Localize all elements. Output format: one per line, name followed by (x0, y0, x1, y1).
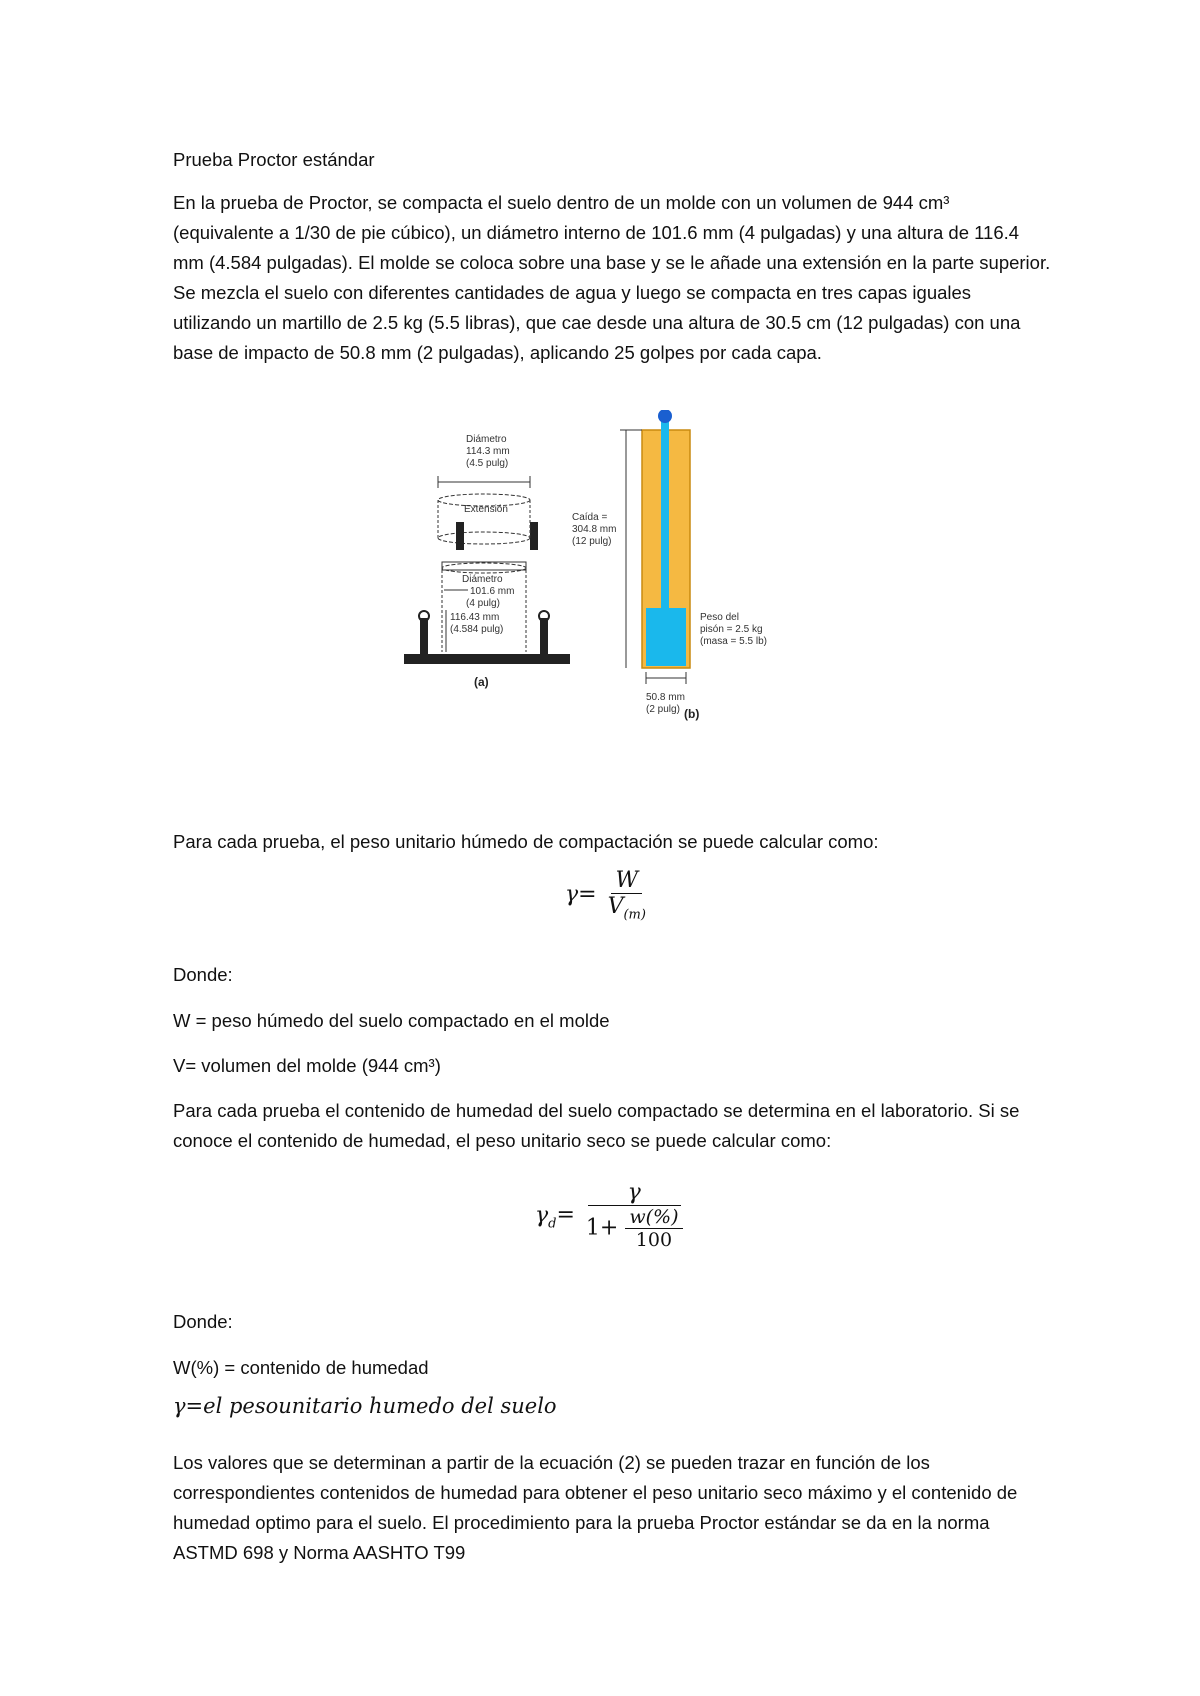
fig-a-diam-top-2: 114.3 mm (466, 446, 510, 457)
equation-dry-unit-weight: $\gamma_d=$ γ 1+ $\frac{w(\%)}{100}$ (535, 1180, 687, 1251)
fig-b-drop-2: 304.8 mm (572, 524, 617, 535)
eq1-fraction (604, 868, 650, 922)
conclusion-paragraph: Los valores que se determinan a partir de la ecuación (2) se pueden trazar en función de los correspondientes contenidos de humedad para obtener el peso unitario seco máximo y el contenido de humedad optimo para el suelo. El procedimiento para la prueba Proctor estándar se da en la norma ASTMD 698 y Norma AASHTO T99 (173, 1452, 1018, 1563)
fig-b-weight-1: Peso del (700, 612, 739, 623)
fig-a-diam-top-1: Diámetro (466, 434, 507, 445)
fig-a-diam-in-1: Diámetro (462, 574, 503, 585)
fig-b-label: (b) (684, 707, 700, 721)
eq2-denominator: 1+ $\frac{w(\%)}{100}$ (582, 1206, 687, 1251)
fig-b-base-1: 50.8 mm (646, 692, 685, 703)
eq1-denominator: $V_{(m)}$ (607, 894, 646, 923)
donde-label-1: Donde: (173, 964, 233, 985)
intro-paragraph: En la prueba de Proctor, se compacta el suelo dentro de un molde con un volumen de 944 cm³ (equivalente a 1/30 de pie cúbico), un diámetro interno de 101.6 mm (4 pulgadas) y una altura de 116.4 mm (4.584 pulgadas). El molde se coloca sobre una base y se le añade una extensión en la parte superior. Se mezcla el suelo con diferentes cantidades de agua y luego se compacta en tres capas iguales utilizando un martillo de 2.5 kg (5.5 libras), que cae desde una altura de 30.5 cm (12 pulgadas) con una base de impacto de 50.8 mm (2 pulgadas), aplicando 25 golpes por cada capa. (173, 192, 1051, 363)
w-definition: W = peso húmedo del suelo compactado en el molde (173, 1010, 610, 1031)
document-title: Prueba Proctor estándar (173, 149, 375, 170)
figure-a-mold (404, 434, 570, 689)
gamma-definition: γ=el pesounitario humedo del suelo (173, 1394, 557, 1418)
eq1-lhs: γ= (565, 882, 597, 908)
eq2-numerator: γ (588, 1180, 681, 1206)
figure-b-hammer (572, 410, 767, 721)
equation-wet-unit-weight (565, 868, 650, 922)
moisture-paragraph: Para cada prueba el contenido de humedad del suelo compactado se determina en el laboratorio. Si se conoce el contenido de humedad, el peso unitario seco se puede calcular como: (173, 1100, 1020, 1151)
donde-label-2: Donde: (173, 1311, 233, 1332)
eq1-numerator: W (611, 868, 642, 894)
eq2-lhs: $\gamma_d$ (535, 1202, 557, 1231)
fig-a-label: (a) (474, 675, 489, 689)
calc-intro: Para cada prueba, el peso unitario húmedo de compactación se puede calcular como: (173, 831, 879, 852)
fig-a-diam-in-2: 101.6 mm (470, 586, 515, 597)
fig-b-drop-3: (12 pulg) (572, 536, 612, 547)
proctor-apparatus-figure (400, 410, 820, 770)
wpct-definition: W(%) = contenido de humedad (173, 1357, 429, 1378)
fig-a-diam-top-3: (4.5 pulg) (466, 458, 509, 469)
fig-a-height-1: 116.43 mm (450, 612, 500, 623)
eq2-fraction (582, 1180, 687, 1251)
fig-b-weight-2: pisón = 2.5 kg (700, 624, 763, 635)
v-definition: V= volumen del molde (944 cm³) (173, 1055, 441, 1076)
fig-a-height-2: (4.584 pulg) (450, 624, 504, 635)
fig-b-weight-3: (masa = 5.5 lb) (700, 636, 767, 647)
fig-b-base-2: (2 pulg) (646, 704, 680, 715)
fig-b-drop-1: Caída = (572, 512, 608, 523)
fig-a-diam-in-3: (4 pulg) (466, 598, 500, 609)
fig-a-extension: Extensión (464, 504, 508, 515)
